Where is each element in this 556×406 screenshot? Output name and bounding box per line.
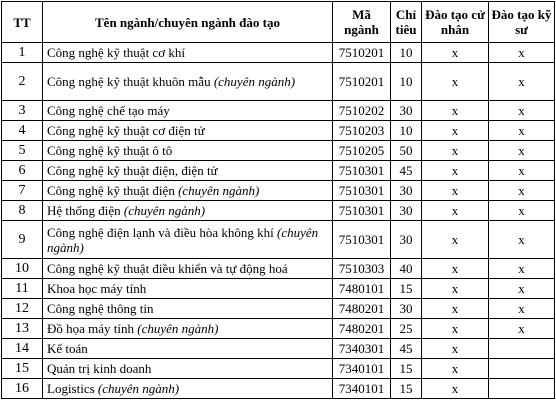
bachelor-mark: x: [422, 43, 489, 63]
row-number: 4: [2, 121, 43, 141]
bachelor-mark: x: [422, 101, 489, 121]
row-number: 8: [2, 201, 43, 221]
quota-value: 30: [391, 299, 422, 319]
quota-value: 30: [391, 101, 422, 121]
table-row: [2, 339, 555, 359]
header-code: Mã ngành: [333, 2, 391, 43]
quota-value: 15: [391, 379, 422, 399]
bachelor-mark: x: [422, 161, 489, 181]
quota-value: 40: [391, 259, 422, 279]
row-number: 10: [2, 259, 43, 279]
program-code: 7510303: [333, 259, 391, 279]
engineer-mark: x: [489, 299, 555, 319]
program-name-cell: [43, 201, 333, 221]
table-row: [2, 299, 555, 319]
program-name-cell: [43, 339, 333, 359]
program-code: 7510202: [333, 101, 391, 121]
quota-value: 30: [391, 181, 422, 201]
engineer-mark: [489, 379, 555, 399]
quota-value: 15: [391, 359, 422, 379]
program-name-cell: [43, 121, 333, 141]
table-row: [2, 121, 555, 141]
engineer-mark: x: [489, 43, 555, 63]
program-name: Logistics: [47, 381, 95, 396]
bachelor-mark: x: [422, 259, 489, 279]
row-number: 13: [2, 319, 43, 339]
program-name: Khoa học máy tính: [47, 281, 147, 296]
program-code: 7480201: [333, 319, 391, 339]
header-quota: Chỉ tiêu: [391, 2, 422, 43]
header-tt: TT: [2, 2, 43, 43]
program-code: 7340101: [333, 379, 391, 399]
engineer-mark: x: [489, 141, 555, 161]
engineer-mark: x: [489, 161, 555, 181]
row-number: 2: [2, 63, 43, 101]
bachelor-mark: x: [422, 221, 489, 259]
program-name: Công nghệ kỹ thuật cơ khí: [47, 45, 185, 60]
header-bachelor: Đào tạo cử nhân: [422, 2, 489, 43]
program-name: Công nghệ điện lạnh và điều hòa không khí: [47, 224, 274, 240]
table-row: [2, 319, 555, 339]
program-name: Công nghệ kỹ thuật điều khiển và tự động hoá: [47, 261, 288, 276]
bachelor-mark: x: [422, 279, 489, 299]
program-name: Hệ thống điện: [47, 203, 121, 218]
program-note: (chuyên ngành): [137, 321, 219, 336]
quota-value: 10: [391, 121, 422, 141]
bachelor-mark: x: [422, 319, 489, 339]
program-code: 7510301: [333, 181, 391, 201]
program-name-cell: [43, 299, 333, 319]
row-number: 6: [2, 161, 43, 181]
program-name-cell: [43, 221, 333, 259]
quota-value: 10: [391, 43, 422, 63]
row-number: 16: [2, 379, 43, 399]
bachelor-mark: x: [422, 339, 489, 359]
table-row: [2, 63, 555, 101]
row-number: 12: [2, 299, 43, 319]
program-name: Công nghệ chế tạo máy: [47, 103, 170, 118]
row-number: 11: [2, 279, 43, 299]
bachelor-mark: x: [422, 63, 489, 101]
program-name: Công nghệ kỹ thuật điện, điện tử: [47, 163, 218, 178]
table-row: [2, 141, 555, 161]
bachelor-mark: x: [422, 141, 489, 161]
header-engineer: Đào tạo kỹ sư: [489, 2, 555, 43]
program-name-cell: [43, 379, 333, 399]
row-number: 1: [2, 43, 43, 63]
program-code: 7510301: [333, 221, 391, 259]
program-name: Công nghệ kỹ thuật ô tô: [47, 143, 173, 158]
program-name: Công nghệ kỹ thuật cơ điện tử: [47, 123, 205, 138]
bachelor-mark: x: [422, 299, 489, 319]
program-code: 7510203: [333, 121, 391, 141]
quota-value: 10: [391, 63, 422, 101]
row-number: 5: [2, 141, 43, 161]
table-row: [2, 161, 555, 181]
program-note: (chuyên ngành): [213, 74, 296, 89]
header-program: Tên ngành/chuyên ngành đào tạo: [43, 2, 333, 43]
table-row: [2, 359, 555, 379]
engineer-mark: x: [489, 279, 555, 299]
row-number: 15: [2, 359, 43, 379]
engineer-mark: [489, 339, 555, 359]
row-number: 7: [2, 181, 43, 201]
program-name-cell: [43, 279, 333, 299]
program-code: 7480101: [333, 279, 391, 299]
table-row: [2, 279, 555, 299]
program-code: 7340301: [333, 339, 391, 359]
program-code: 7480201: [333, 299, 391, 319]
engineer-mark: x: [489, 259, 555, 279]
bachelor-mark: x: [422, 379, 489, 399]
program-name: Quản trị kinh doanh: [47, 361, 152, 376]
bachelor-mark: x: [422, 201, 489, 221]
program-code: 7510301: [333, 161, 391, 181]
engineer-mark: x: [489, 121, 555, 141]
quota-value: 25: [391, 319, 422, 339]
table-row: [2, 201, 555, 221]
quota-value: 30: [391, 221, 422, 259]
program-note: (chuyên ngành): [97, 381, 180, 396]
table-row: [2, 259, 555, 279]
quota-value: 45: [391, 339, 422, 359]
row-number: 14: [2, 339, 43, 359]
program-name-cell: [43, 161, 333, 181]
quota-value: 30: [391, 201, 422, 221]
engineer-mark: [489, 359, 555, 379]
program-code: 7510301: [333, 201, 391, 221]
engineer-mark: x: [489, 63, 555, 101]
program-name-cell: [43, 43, 333, 63]
program-name-cell: [43, 259, 333, 279]
table-row: [2, 181, 555, 201]
bachelor-mark: x: [422, 359, 489, 379]
bachelor-mark: x: [422, 181, 489, 201]
engineer-mark: x: [489, 221, 555, 259]
program-note: (chuyên ngành): [123, 203, 206, 218]
program-code: 7510201: [333, 63, 391, 101]
programs-table: [1, 1, 555, 399]
program-name-cell: [43, 181, 333, 201]
program-name: Công nghệ thông tin: [47, 301, 154, 316]
engineer-mark: x: [489, 181, 555, 201]
engineer-mark: x: [489, 101, 555, 121]
engineer-mark: x: [489, 319, 555, 339]
row-number: 9: [2, 221, 43, 259]
program-name-cell: [43, 359, 333, 379]
quota-value: 45: [391, 161, 422, 181]
table-row: [2, 101, 555, 121]
program-name-cell: [43, 63, 333, 101]
table-header: [2, 2, 555, 43]
table-row: [2, 43, 555, 63]
engineer-mark: x: [489, 201, 555, 221]
quota-value: 15: [391, 279, 422, 299]
program-name-cell: [43, 319, 333, 339]
program-name: Công nghệ kỹ thuật khuôn mẫu: [47, 74, 211, 89]
bachelor-mark: x: [422, 121, 489, 141]
program-note: (chuyên ngành): [178, 183, 260, 198]
program-name: Đồ họa máy tính: [47, 321, 135, 336]
program-name: Kế toán: [47, 341, 88, 356]
row-number: 3: [2, 101, 43, 121]
program-note: (chuyên ngành): [47, 224, 319, 255]
quota-value: 50: [391, 141, 422, 161]
table-row: [2, 379, 555, 399]
table-body: [2, 43, 555, 399]
table-row: [2, 221, 555, 259]
program-name: Công nghệ kỹ thuật điện: [47, 183, 175, 198]
program-name-cell: [43, 141, 333, 161]
program-name-cell: [43, 101, 333, 121]
program-code: 7340101: [333, 359, 391, 379]
program-code: 7510205: [333, 141, 391, 161]
program-code: 7510201: [333, 43, 391, 63]
